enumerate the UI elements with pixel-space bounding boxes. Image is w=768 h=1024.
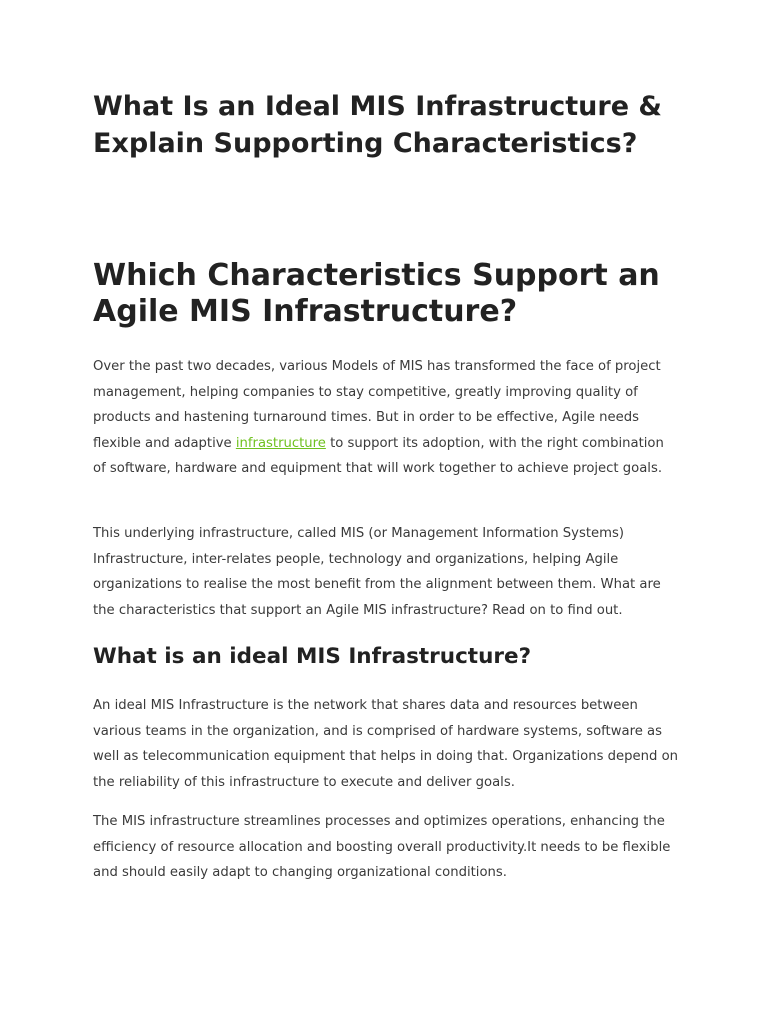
- paragraph-intro: [93, 354, 678, 482]
- section-heading-ideal-mis: What is an ideal MIS Infrastructure?: [93, 644, 532, 669]
- infrastructure-link[interactable]: infrastructure: [235, 435, 326, 451]
- paragraph-intro-text-start: Over the past two decades, various Models of MIS has transformed the face of project management, helping companies to stay competitive, greatly improving quality of products and hastening turnaround times. But in order to be effective, Agile needs flexible and adaptive: [93, 359, 661, 451]
- paragraph-ideal-definition: An ideal MIS Infrastructure is the network that shares data and resources between various teams in the organization, and is comprised of hardware systems, software as well as telecommunication equipment that helps in doing that. Organizations depend on the reliability of this infrastructure to execute and deliver goals.: [93, 698, 678, 790]
- paragraph-intro-text-end: to support its adoption, with the right combination of software, hardware and equipment that will work together to achieve project goals.: [93, 435, 664, 477]
- paragraph-streamlines: The MIS infrastructure streamlines processes and optimizes operations, enhancing the efficiency of resource allocation and boosting overall productivity.It needs to be flexible and should easily adapt to changing organizational conditions.: [93, 814, 671, 881]
- section-heading-agile-characteristics: Which Characteristics Support an Agile MIS Infrastructure?: [93, 258, 660, 329]
- article-title: What Is an Ideal MIS Infrastructure & Explain Supporting Characteristics?: [93, 91, 662, 159]
- paragraph-underlying-infrastructure: This underlying infrastructure, called MIS (or Management Information Systems) Infrastructure, inter-relates people, technology and organizations, helping Agile organizations to realise the most benefit from the alignment between them. What are the characteristics that support an Agile MIS infrastructure? Read on to find out.: [93, 526, 661, 618]
